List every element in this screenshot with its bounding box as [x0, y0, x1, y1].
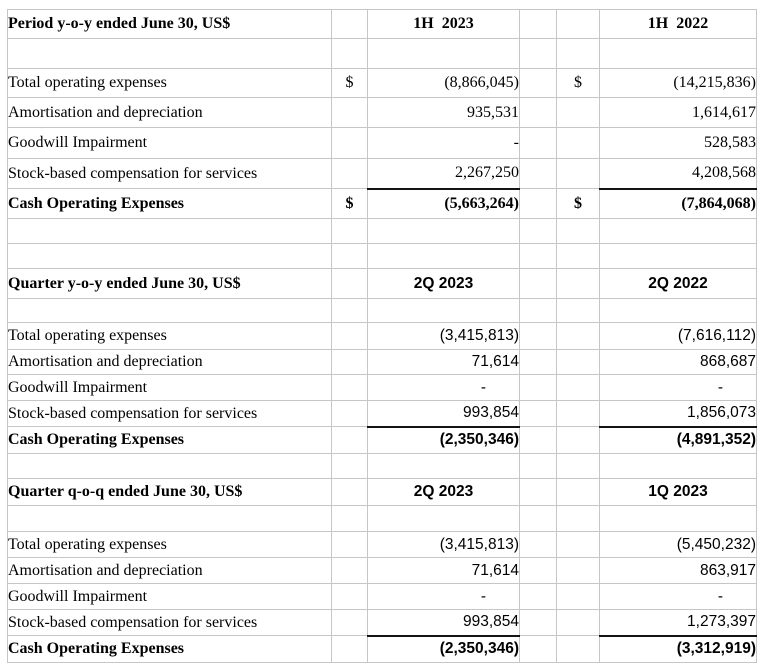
- column-header: 2Q 2023: [368, 479, 520, 506]
- empty-cell: [557, 98, 600, 128]
- empty-cell: [600, 244, 757, 269]
- empty-cell: [332, 479, 368, 506]
- value-cell: 935,531: [368, 98, 520, 128]
- row-label: Stock-based compensation for services: [8, 159, 332, 189]
- value-cell: (8,866,045): [368, 69, 520, 98]
- empty-cell: [332, 128, 368, 159]
- empty-cell: [557, 479, 600, 506]
- empty-cell: [332, 323, 368, 350]
- spacer-cell: [520, 636, 557, 663]
- empty-cell: [368, 39, 520, 69]
- table-row: [8, 159, 757, 189]
- empty-cell: [557, 10, 600, 39]
- empty-cell: [557, 323, 600, 350]
- empty-cell: [332, 427, 368, 454]
- empty-row: [8, 506, 757, 532]
- empty-cell: [520, 506, 557, 532]
- spacer-cell: [520, 610, 557, 636]
- total-value-cell: (3,312,919): [600, 636, 757, 663]
- value-cell: -: [368, 375, 520, 401]
- row-label: Stock-based compensation for services: [8, 610, 332, 636]
- row-label: Goodwill Impairment: [8, 375, 332, 401]
- row-label: Cash Operating Expenses: [8, 427, 332, 454]
- spacer-cell: [520, 584, 557, 610]
- empty-row: [8, 244, 757, 269]
- total-value-cell: (5,663,264): [368, 189, 520, 219]
- empty-cell: [557, 244, 600, 269]
- empty-cell: [557, 159, 600, 189]
- row-label: Total operating expenses: [8, 532, 332, 558]
- empty-row: [8, 39, 757, 69]
- empty-cell: [368, 506, 520, 532]
- column-header: 1Q 2023: [600, 479, 757, 506]
- row-label: Cash Operating Expenses: [8, 636, 332, 663]
- total-value-cell: (4,891,352): [600, 427, 757, 454]
- empty-row: [8, 299, 757, 323]
- empty-cell: [332, 454, 368, 479]
- spacer-cell: [520, 532, 557, 558]
- empty-cell: [557, 128, 600, 159]
- empty-cell: [600, 219, 757, 244]
- empty-cell: [557, 427, 600, 454]
- spacer-cell: [520, 558, 557, 584]
- total-value-cell: (7,864,068): [600, 189, 757, 219]
- spacer-cell: [520, 69, 557, 98]
- empty-cell: [557, 532, 600, 558]
- row-label: Goodwill Impairment: [8, 128, 332, 159]
- empty-cell: [332, 269, 368, 299]
- total-value-cell: (2,350,346): [368, 427, 520, 454]
- empty-cell: [332, 39, 368, 69]
- row-label: Amortisation and depreciation: [8, 98, 332, 128]
- column-header: 1H 2023: [368, 10, 520, 39]
- empty-cell: [557, 558, 600, 584]
- empty-cell: [332, 219, 368, 244]
- empty-cell: [368, 244, 520, 269]
- empty-row: [8, 454, 757, 479]
- value-cell: 863,917: [600, 558, 757, 584]
- empty-cell: [557, 350, 600, 375]
- spacer-cell: [520, 189, 557, 219]
- value-cell: (7,616,112): [600, 323, 757, 350]
- value-cell: 993,854: [368, 610, 520, 636]
- spacer-cell: [520, 128, 557, 159]
- total-row: [8, 189, 757, 219]
- empty-cell: [8, 244, 332, 269]
- table-row: [8, 610, 757, 636]
- section-title: Quarter q-o-q ended June 30, US$: [8, 479, 332, 506]
- empty-cell: [368, 299, 520, 323]
- empty-cell: [8, 219, 332, 244]
- empty-cell: [332, 506, 368, 532]
- empty-cell: [332, 610, 368, 636]
- empty-cell: [557, 39, 600, 69]
- empty-cell: [520, 454, 557, 479]
- row-label: Amortisation and depreciation: [8, 350, 332, 375]
- empty-cell: [557, 375, 600, 401]
- spacer-cell: [520, 479, 557, 506]
- empty-cell: [520, 39, 557, 69]
- value-cell: 1,273,397: [600, 610, 757, 636]
- operating-expenses-table: [7, 9, 757, 663]
- empty-cell: [8, 454, 332, 479]
- currency-symbol: $: [332, 189, 368, 219]
- spacer-cell: [520, 98, 557, 128]
- table-row: [8, 323, 757, 350]
- value-cell: -: [368, 128, 520, 159]
- empty-cell: [332, 558, 368, 584]
- empty-cell: [8, 299, 332, 323]
- value-cell: -: [368, 584, 520, 610]
- empty-cell: [600, 299, 757, 323]
- value-cell: (5,450,232): [600, 532, 757, 558]
- empty-cell: [368, 219, 520, 244]
- total-row: [8, 636, 757, 663]
- section-header-row: [8, 10, 757, 39]
- table-row: [8, 584, 757, 610]
- row-label: Total operating expenses: [8, 69, 332, 98]
- spacer-cell: [520, 427, 557, 454]
- empty-cell: [332, 159, 368, 189]
- value-cell: 2,267,250: [368, 159, 520, 189]
- empty-cell: [557, 299, 600, 323]
- total-value-cell: (2,350,346): [368, 636, 520, 663]
- currency-symbol: $: [557, 69, 600, 98]
- row-label: Stock-based compensation for services: [8, 401, 332, 427]
- empty-cell: [600, 506, 757, 532]
- empty-cell: [368, 454, 520, 479]
- table-row: [8, 128, 757, 159]
- empty-row: [8, 219, 757, 244]
- row-label: Total operating expenses: [8, 323, 332, 350]
- empty-cell: [520, 244, 557, 269]
- value-cell: -: [600, 584, 757, 610]
- value-cell: -: [600, 375, 757, 401]
- empty-cell: [557, 610, 600, 636]
- empty-cell: [332, 299, 368, 323]
- empty-cell: [557, 584, 600, 610]
- section-header-row: [8, 479, 757, 506]
- table-row: [8, 401, 757, 427]
- value-cell: 1,856,073: [600, 401, 757, 427]
- value-cell: 71,614: [368, 558, 520, 584]
- empty-cell: [557, 401, 600, 427]
- empty-cell: [600, 39, 757, 69]
- table-row: [8, 350, 757, 375]
- currency-symbol: $: [557, 189, 600, 219]
- spacer-cell: [520, 10, 557, 39]
- empty-cell: [600, 454, 757, 479]
- spacer-cell: [520, 401, 557, 427]
- column-header: 2Q 2023: [368, 269, 520, 299]
- table-row: [8, 375, 757, 401]
- column-header: 1H 2022: [600, 10, 757, 39]
- section-title: Quarter y-o-y ended June 30, US$: [8, 269, 332, 299]
- column-header: 2Q 2022: [600, 269, 757, 299]
- value-cell: (3,415,813): [368, 323, 520, 350]
- spacer-cell: [520, 269, 557, 299]
- value-cell: 71,614: [368, 350, 520, 375]
- empty-cell: [332, 532, 368, 558]
- table-row: [8, 69, 757, 98]
- empty-cell: [520, 299, 557, 323]
- spacer-cell: [520, 350, 557, 375]
- empty-cell: [520, 219, 557, 244]
- row-label: Goodwill Impairment: [8, 584, 332, 610]
- empty-cell: [8, 506, 332, 532]
- empty-cell: [332, 401, 368, 427]
- value-cell: 4,208,568: [600, 159, 757, 189]
- empty-cell: [557, 219, 600, 244]
- value-cell: 528,583: [600, 128, 757, 159]
- spacer-cell: [520, 323, 557, 350]
- spacer-cell: [520, 159, 557, 189]
- table-row: [8, 532, 757, 558]
- empty-cell: [8, 39, 332, 69]
- section-title: Period y-o-y ended June 30, US$: [8, 10, 332, 39]
- value-cell: (3,415,813): [368, 532, 520, 558]
- empty-cell: [332, 244, 368, 269]
- empty-cell: [332, 10, 368, 39]
- table-row: [8, 98, 757, 128]
- empty-cell: [332, 98, 368, 128]
- empty-cell: [557, 454, 600, 479]
- value-cell: (14,215,836): [600, 69, 757, 98]
- currency-symbol: $: [332, 69, 368, 98]
- total-row: [8, 427, 757, 454]
- empty-cell: [557, 636, 600, 663]
- spacer-cell: [520, 375, 557, 401]
- section-header-row: [8, 269, 757, 299]
- empty-cell: [332, 350, 368, 375]
- value-cell: 993,854: [368, 401, 520, 427]
- table-row: [8, 558, 757, 584]
- empty-cell: [557, 269, 600, 299]
- value-cell: 1,614,617: [600, 98, 757, 128]
- empty-cell: [332, 636, 368, 663]
- empty-cell: [332, 375, 368, 401]
- row-label: Amortisation and depreciation: [8, 558, 332, 584]
- empty-cell: [332, 584, 368, 610]
- row-label: Cash Operating Expenses: [8, 189, 332, 219]
- value-cell: 868,687: [600, 350, 757, 375]
- financial-statement-sheet: [7, 9, 757, 663]
- empty-cell: [557, 506, 600, 532]
